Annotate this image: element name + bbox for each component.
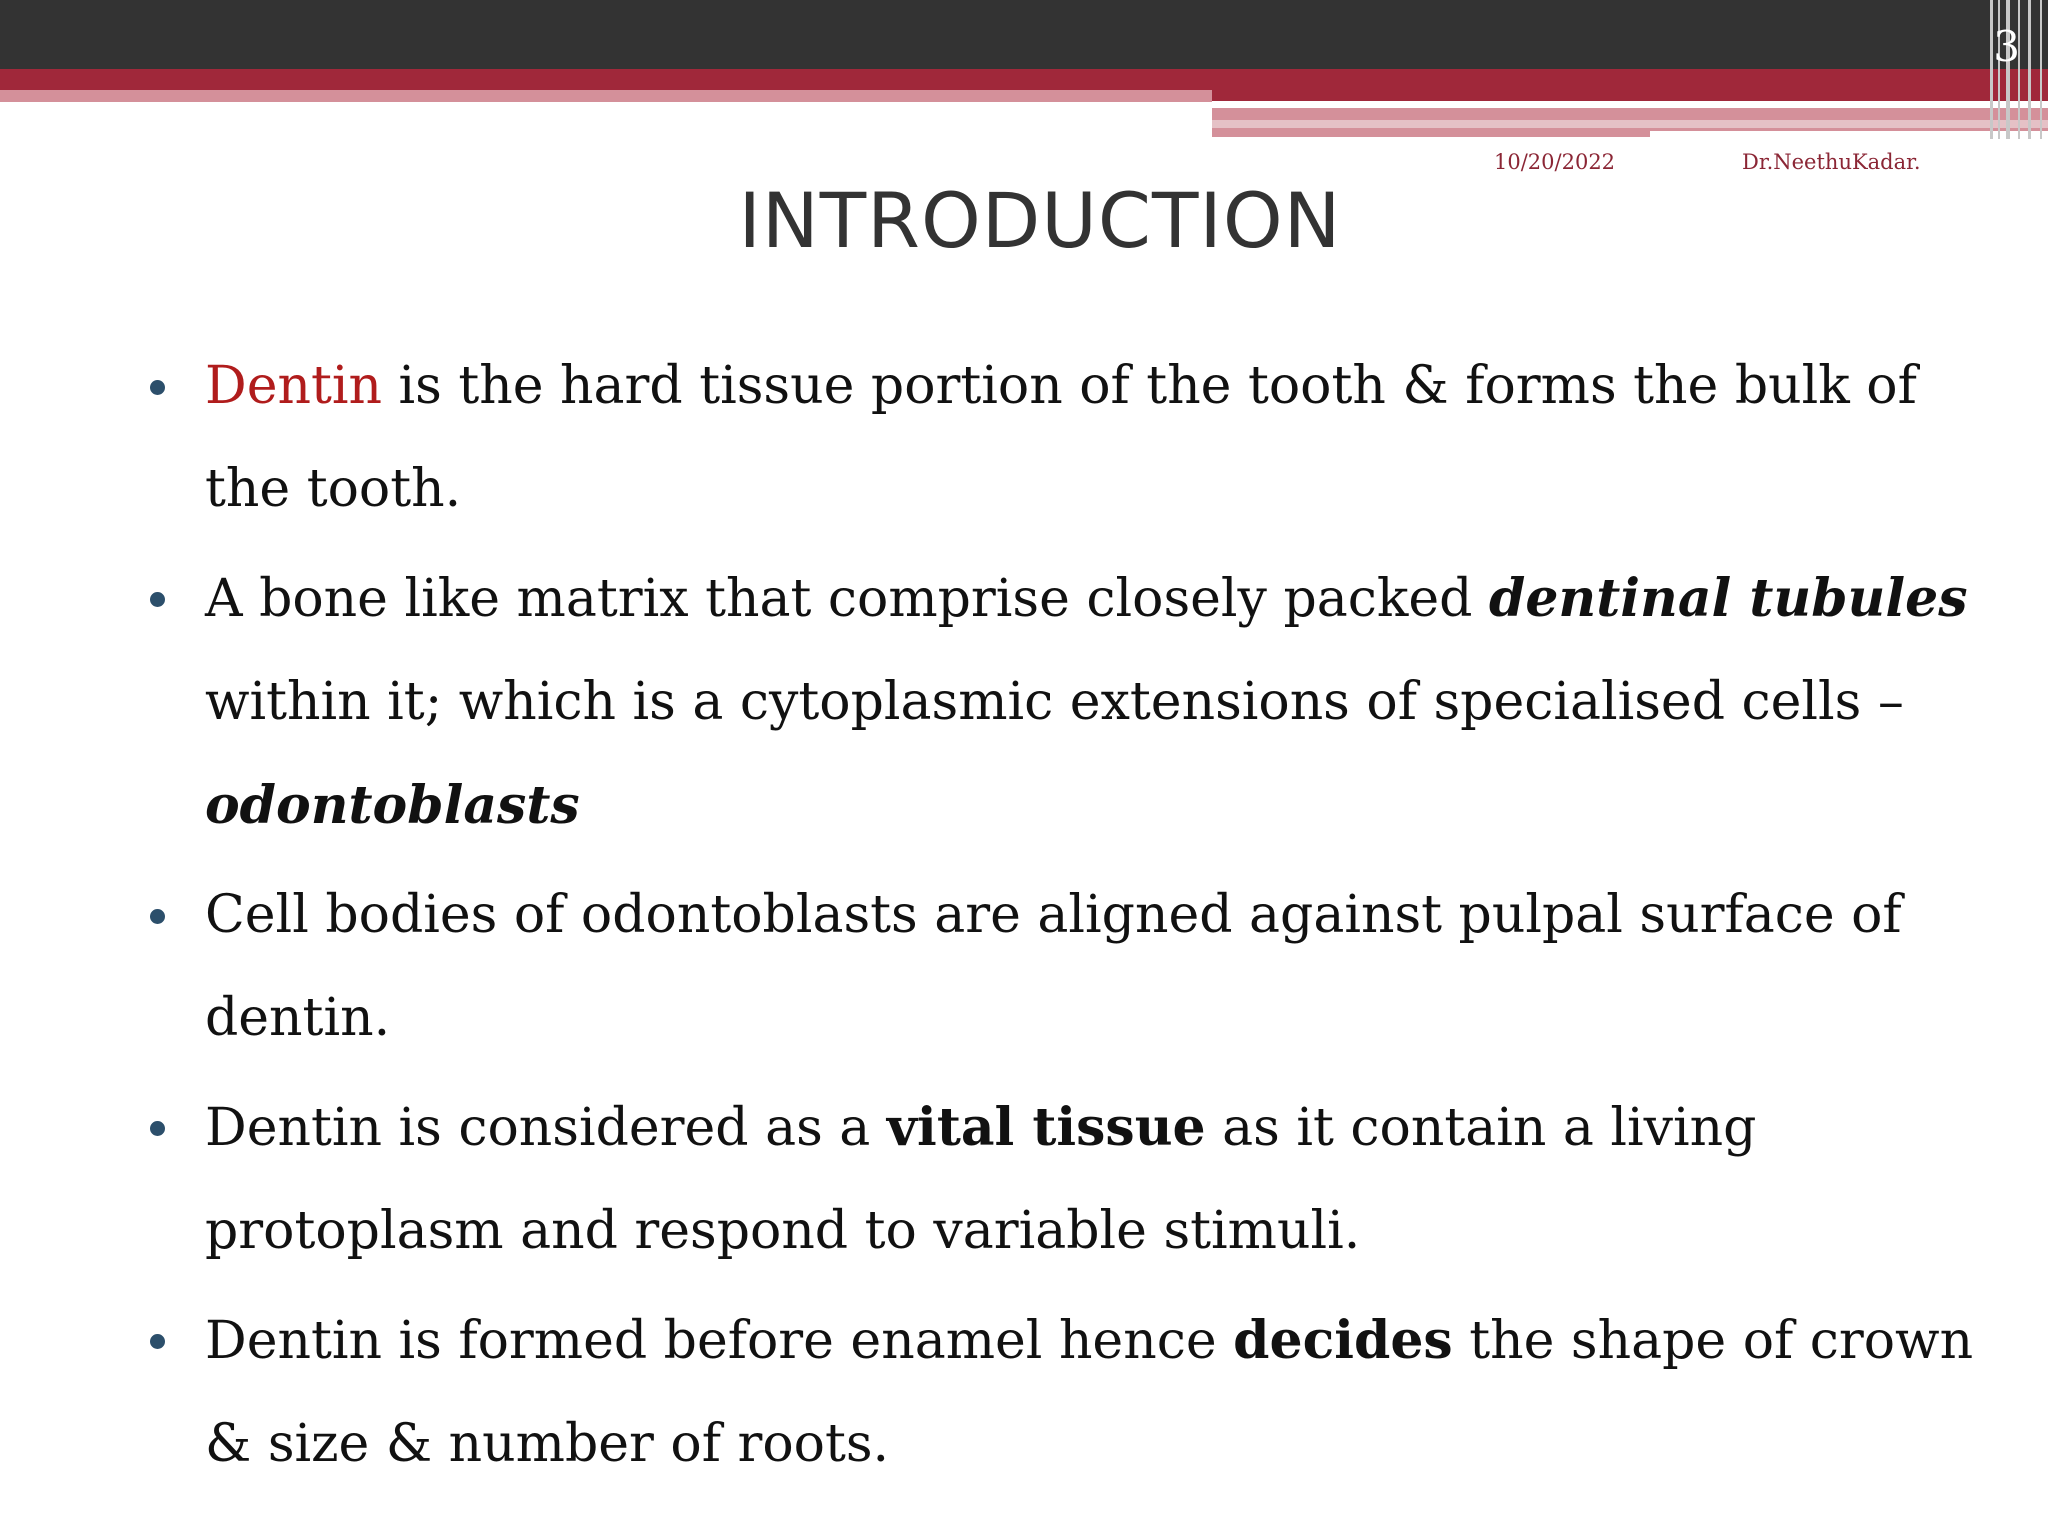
bullet-list xyxy=(148,335,2018,1502)
bullet-text: Dentin is considered as a xyxy=(205,1098,887,1158)
slide-author: Dr.NeethuKadar. xyxy=(1742,150,1921,174)
header-red-band xyxy=(0,69,2048,90)
bullet-dot-icon xyxy=(150,1121,165,1136)
highlight-term: Dentin xyxy=(205,356,382,416)
header-white-stripe xyxy=(1212,101,1898,108)
bullet-text: as it contain a living protoplasm and respond to variable stimuli. xyxy=(205,1098,1757,1261)
bullet-item xyxy=(148,547,2018,858)
emphasis-term: dentinal tubules xyxy=(1488,568,1968,629)
header-dark-band xyxy=(0,0,2048,69)
slide-number: 3 xyxy=(1993,22,2020,71)
bullet-text: the shape of crown & size & number of roots. xyxy=(205,1311,1974,1474)
bullet-dot-icon xyxy=(150,1334,165,1349)
bullet-dot-icon xyxy=(150,592,165,607)
slide-title: INTRODUCTION xyxy=(738,176,1342,265)
bullet-text: within it; which is a cytoplasmic extensions of specialised cells – xyxy=(205,672,1904,732)
header-red-band-right xyxy=(1212,90,2048,101)
bold-term: decides xyxy=(1233,1310,1453,1371)
emphasis-term: odontoblasts xyxy=(205,775,580,836)
bullet-dot-icon xyxy=(150,380,165,395)
bold-term: vital tissue xyxy=(886,1097,1206,1158)
bullet-text: Cell bodies of odontoblasts are aligned against pulpal surface of dentin. xyxy=(205,885,1902,1048)
bullet-text: is the hard tissue portion of the tooth & forms the bulk of the tooth. xyxy=(205,356,1917,519)
bullet-item xyxy=(148,1076,2018,1283)
bullet-item xyxy=(148,1289,2018,1496)
header-light-pink-stripe xyxy=(1212,120,2048,128)
header-pink-band-left xyxy=(0,90,1212,102)
bullet-text: A bone like matrix that comprise closely packed xyxy=(205,569,1489,629)
bullet-item xyxy=(148,335,2018,541)
bullet-dot-icon xyxy=(150,909,165,924)
slide-date: 10/20/2022 xyxy=(1494,150,1616,174)
header-pink-tail xyxy=(1212,131,1650,137)
bullet-item xyxy=(148,864,2018,1070)
bullet-text: Dentin is formed before enamel hence xyxy=(205,1311,1234,1371)
